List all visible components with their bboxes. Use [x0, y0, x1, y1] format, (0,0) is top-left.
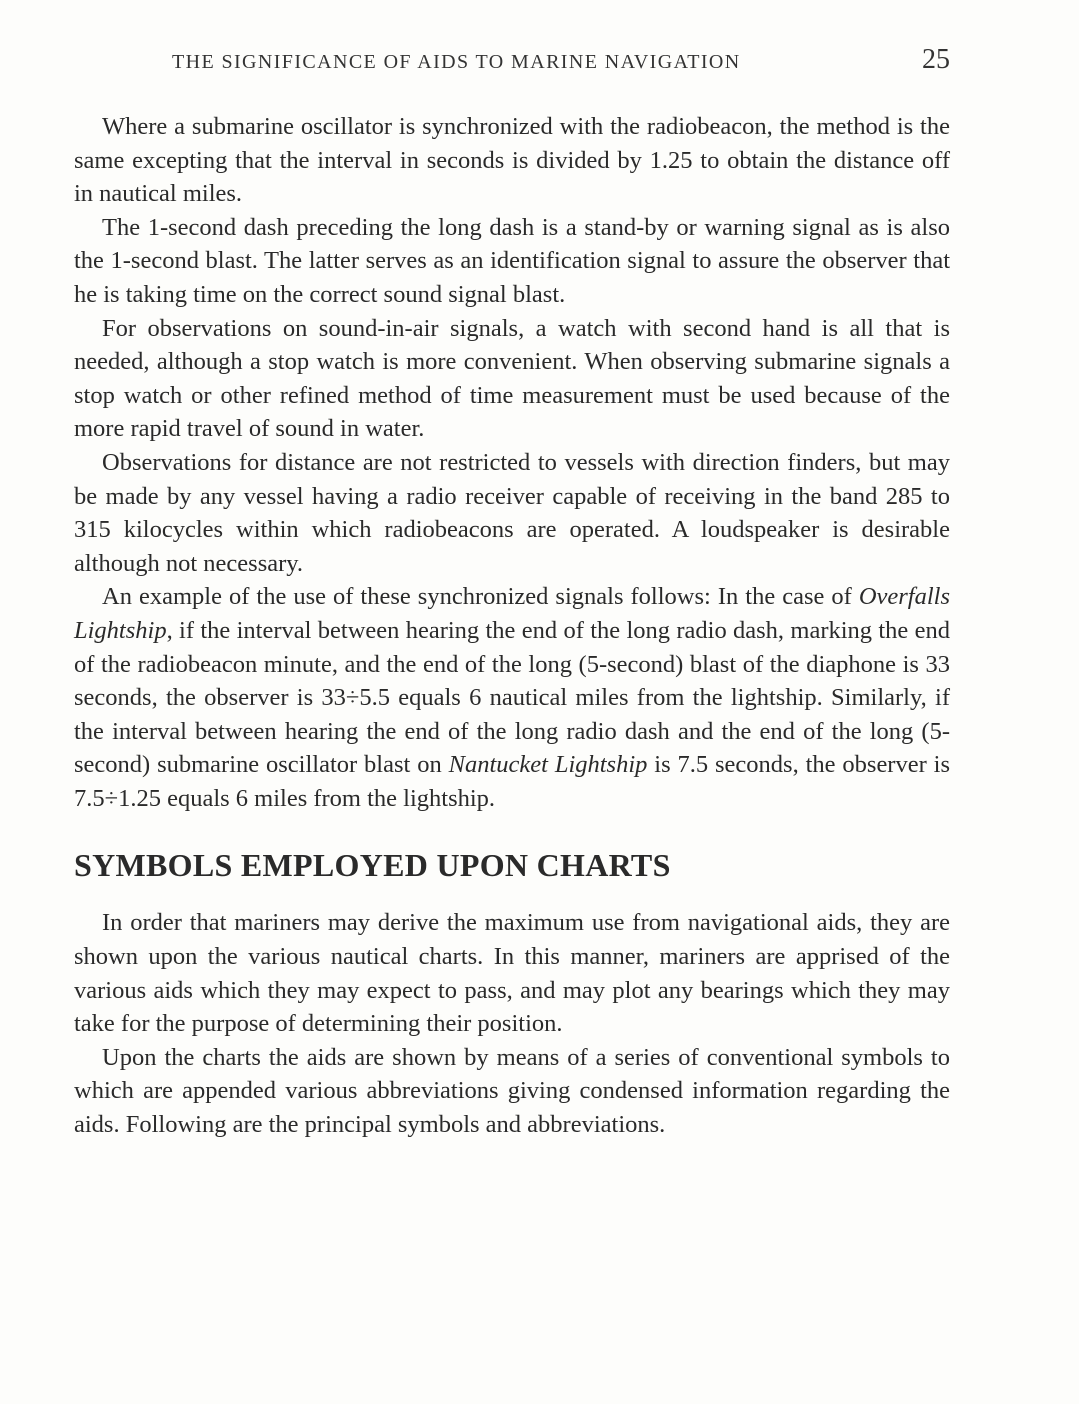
page-number: 25	[922, 44, 950, 75]
paragraph-distance-observations: Observations for distance are not restricted to vessels with direction finders, but may be made by any vessel having a radio receiver capable of receiving in the band 285 to 315 kilocycles within which radiobeacons are operated. A loudspeaker is desirable although not necessary.	[74, 448, 950, 577]
section-heading: SYMBOLS EMPLOYED UPON CHARTS	[74, 847, 671, 884]
paragraph-standby-signal: The 1-second dash preceding the long dash is a stand-by or warning signal as is also the 1-second blast. The latter serves as an identification signal to assure the observer that he is taking time on the correct sound signal blast.	[74, 213, 950, 308]
example-vessel-overfalls: Overfalls Lightship	[74, 583, 950, 644]
paragraph-conventional-symbols: Upon the charts the aids are shown by means of a series of conventional symbols to which are appended various abbreviations giving condensed information regarding the aids. Following are the principal symbols and abbreviations.	[74, 1043, 950, 1139]
example-vessel-nantucket: Nantucket Lightship	[448, 751, 648, 779]
example-text-3: is 7.5 seconds, the observer is 7.5÷1.25 equals 6 miles from the lightship.	[74, 751, 950, 812]
paragraph-oscillator: Where a submarine oscillator is synchronized with the radiobeacon, the method is the same excepting that the interval in seconds is divided by 1.25 to obtain the distance off in nautical miles.	[74, 113, 950, 208]
example-text-1: An example of the use of these synchronized signals follows: In the case of	[102, 583, 859, 611]
running-title: THE SIGNIFICANCE OF AIDS TO MARINE NAVIGATION	[172, 51, 741, 73]
example-text-2: , if the interval between hearing the end of the long radio dash, marking the end of the radiobeacon minute, and the end of the long (5-second) blast of the diaphone is 33 seconds, the observer is 33÷5.5 equals 6 nautical miles from the lightship. Similarly, if the interval between hearing the end of the long radio dash and the end of the long (5-second) submarine oscillator blast on	[74, 616, 950, 779]
paragraph-chart-aids: In order that mariners may derive the maximum use from navigational aids, they are shown upon the various nautical charts. In this manner, mariners are apprised of the various aids which they may expect to pass, and may plot any bearings which they may take for the purpose of determining their position.	[74, 909, 950, 1038]
paragraph-example	[74, 580, 950, 815]
paragraph-sound-in-air: For observations on sound-in-air signals, a watch with second hand is all that is needed, although a stop watch is more convenient. When observing submarine signals a stop watch or other refined method of time measurement must be used because of the more rapid travel of sound in water.	[74, 314, 950, 443]
book-page	[74, 44, 950, 1142]
running-head	[74, 44, 950, 84]
